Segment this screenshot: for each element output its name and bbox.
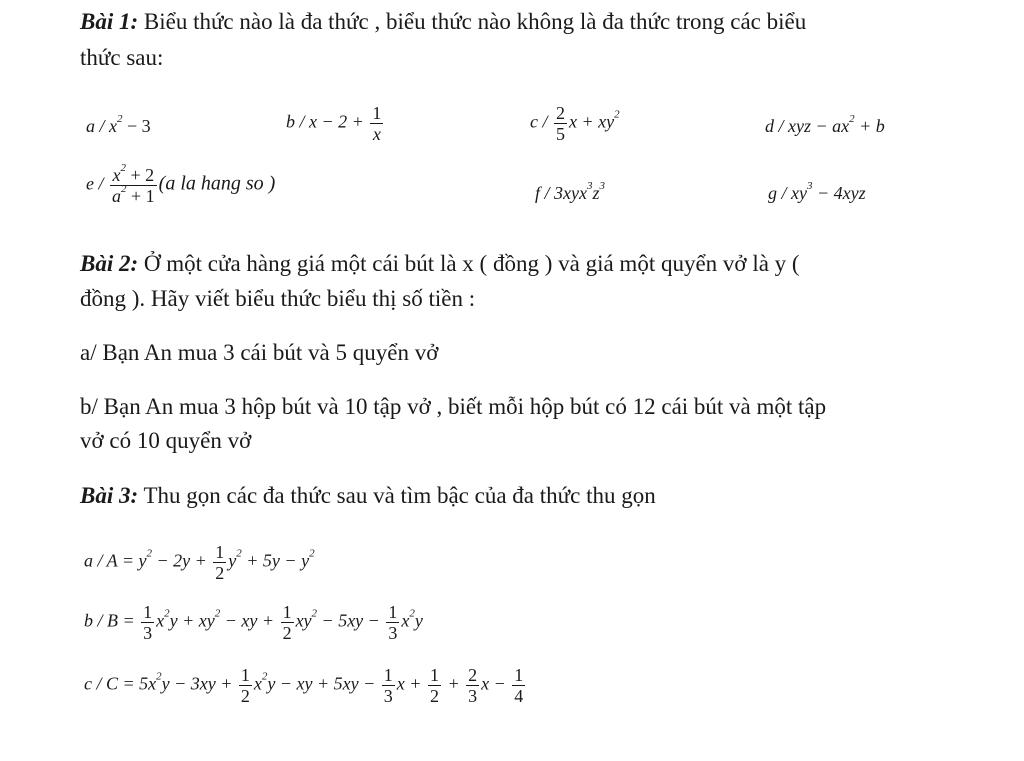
bai3-expr-a: $a / A = y^2 - 2y$ + $\frac{1}{2}$ $y^2 + 5y - y^2$ bbox=[84, 542, 315, 583]
bai1-expr-a: $a / x^2 - 3$ bbox=[86, 113, 151, 136]
bai3-label: Bài 3: bbox=[80, 483, 139, 508]
bai2-part-a: a/ Bạn An mua 3 cái bút và 5 quyển vở bbox=[80, 340, 439, 365]
bai1-label: Bài 1: bbox=[80, 9, 139, 34]
bai3-text: Thu gọn các đa thức sau và tìm bậc của đa thức thu gọn bbox=[138, 483, 656, 508]
bai1-expr-d: d / xyz − $ax^2 + b$ bbox=[765, 113, 885, 136]
bai1-line2: thức sau: bbox=[80, 45, 164, 70]
bai2-text1: Ở một cửa hàng giá một cái bút là x ( đồng ) và giá một quyển vở là y ( bbox=[138, 251, 800, 276]
bai3-expr-c: $c / C = 5x^2y - 3xy$ + $\frac{1}{2}$ $x^2y$ − xy + 5xy − $\frac{1}{3}$ x + $\frac{1}{2}$ + $\frac{2}{3}$ x − $\frac{1}{4}$ bbox=[84, 665, 524, 706]
bai2-part-b-line2: vở có 10 quyển vở bbox=[80, 428, 252, 453]
bai2-label: Bài 2: bbox=[80, 251, 139, 276]
bai1-expr-b: b / x − 2 + $\frac{1}{x}$ bbox=[286, 103, 382, 144]
bai1-expr-g: $g / xy^3 - 4xyz$ bbox=[768, 180, 866, 203]
bai2-line1 bbox=[80, 248, 800, 280]
bai1-expr-e: e / $\frac{x^2 + 2}{a^2 + 1}$ (a la hang so ) bbox=[86, 162, 276, 206]
bai1-expr-f: f / $3xyx^3z^3$ bbox=[535, 180, 605, 203]
bai1-expr-c: c / $\frac{2}{5}$ $x + xy^2$ bbox=[530, 103, 620, 144]
bai3-heading bbox=[80, 480, 656, 512]
bai2-line2: đồng ). Hãy viết biểu thức biểu thị số tiền : bbox=[80, 286, 476, 311]
bai3-expr-b: b / B = $\frac{1}{3}$ $x^2y + xy^2$ − xy + $\frac{1}{2}$ $xy^2 - 5xy$ − $\frac{1}{3}$ $x^2y$ bbox=[84, 602, 423, 643]
bai1-line1 bbox=[80, 6, 806, 38]
bai2-part-b-line1: b/ Bạn An mua 3 hộp bút và 10 tập vở , biết mỗi hộp bút có 12 cái bút và một tập bbox=[80, 394, 827, 419]
bai1-text1: Biểu thức nào là đa thức , biểu thức nào không là đa thức trong các biểu bbox=[138, 9, 807, 34]
